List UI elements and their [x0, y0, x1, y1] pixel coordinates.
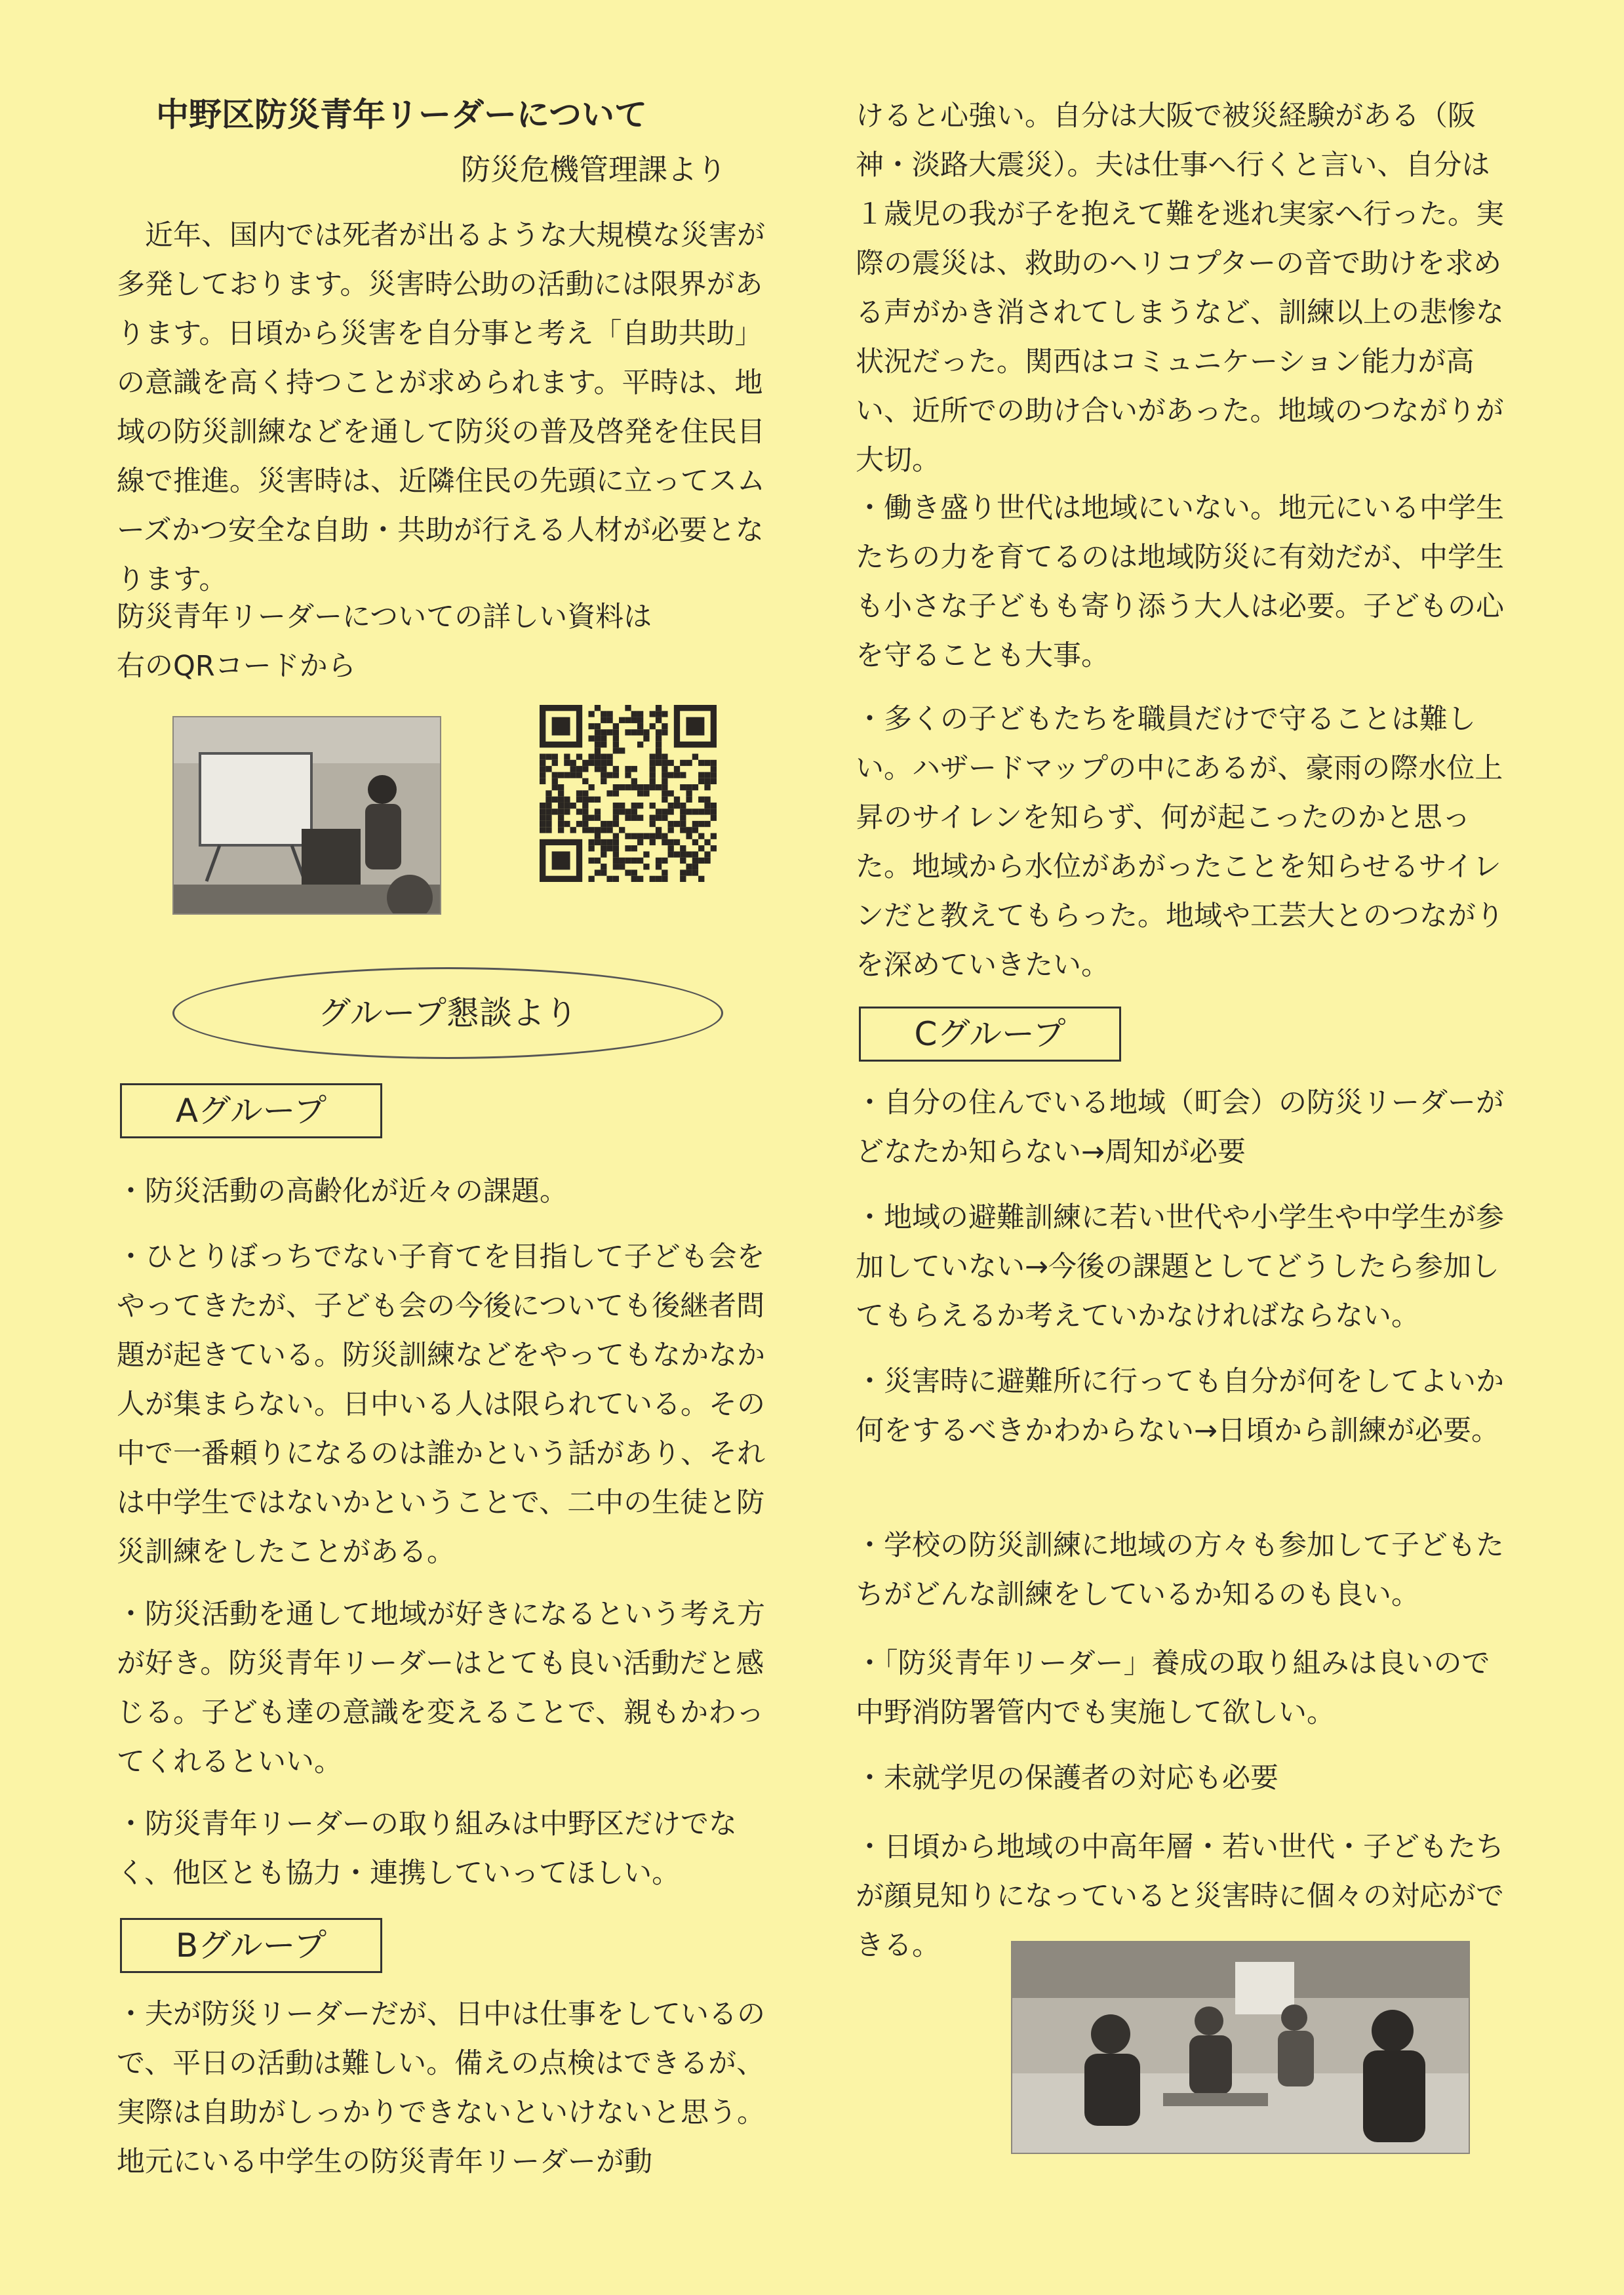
group-b-item-1-part-2: けると心強い。自分は大阪で被災経験がある（阪神・淡路大震災）。夫は仕事へ行くと言い、自分は１歳児の我が子を抱えて難を逃れ実家へ行った。実際の震災は、救助のヘリコプターの音で助けを求める声がかき消されてしまうなど、訓練以上の悲惨な状況だった。関西はコミュニケーション能力が高い、近所での助け合いがあった。地域のつながりが大切。 [856, 100, 1504, 477]
group-b-item-2: ・働き盛り世代は地域にいない。地元にいる中学生たちの力を育てるのは地域防災に有効だが、中学生も小さな子どもも寄り添う大人は必要。子どもの心を守ることも大事。 [856, 492, 1504, 672]
group-a-item-1: ・防災活動の高齢化が近々の課題。 [117, 1175, 568, 1208]
group-c-item-4: ・学校の防災訓練に地域の方々も参加して子どもたちがどんな訓練をしているか知るのも良い。 [856, 1529, 1504, 1611]
group-a-heading: Aグループ [120, 1083, 382, 1138]
group-c-item-1: ・自分の住んでいる地域（町会）の防災リーダーがどなたか知らない→周知が必要 [856, 1087, 1504, 1168]
group-c-item-7: ・日頃から地域の中高年層・若い世代・子どもたちが顔見知りになっていると災害時に個々の対応ができる。 [856, 1831, 1504, 1962]
intro-paragraph: 近年、国内では死者が出るような大規模な災害が多発しております。災害時公助の活動には限界があります。日頃から災害を自分事と考え「自助共助」の意識を高く持つことが求められます。平時は、地域の防災訓練などを通して防災の普及啓発を住民目線で推進。災害時は、近隣住民の先頭に立ってスムーズかつ安全な自助・共助が行える人材が必要となります。 [117, 219, 765, 596]
section-title: グループ懇談より [318, 994, 578, 1032]
group-b-item-3: ・多くの子どもたちを職員だけで守ることは難しい。ハザードマップの中にあるが、豪雨の際水位上昇のサイレンを知らず、何が起こったのかと思った。地域から水位があがったことを知らせるサイレンだと教えてもらった。地域や工芸大とのつながりを深めていきたい。 [856, 703, 1504, 982]
page-subtitle: 防災危機管理課より [461, 152, 727, 187]
group-c-item-6: ・未就学児の保護者の対応も必要 [856, 1762, 1278, 1795]
group-discussion-photo [1011, 1941, 1470, 2154]
page-title: 中野区防災青年リーダーについて [156, 96, 647, 134]
group-c-item-2: ・地域の避難訓練に若い世代や小学生や中学生が参加していない→今後の課題としてどうしたら参加してもらえるか考えていかなければならない。 [856, 1201, 1504, 1332]
group-a-item-4: ・防災青年リーダーの取り組みは中野区だけでなく、他区とも協力・連携していってほしい。 [117, 1808, 737, 1890]
qr-note-line-1: 防災青年リーダーについての詳しい資料は [117, 601, 652, 633]
seminar-photo [172, 716, 441, 915]
group-c-item-3: ・災害時に避難所に行っても自分が何をしてよいか何をするべきかわからない→日頃から訓練が必要。 [856, 1365, 1504, 1447]
group-c-heading: Cグループ [859, 1007, 1121, 1062]
group-b-heading: Bグループ [120, 1918, 382, 1973]
section-title-oval [172, 967, 723, 1059]
qr-note-line-2: 右のQRコードから [117, 650, 356, 683]
group-a-item-3: ・防災活動を通して地域が好きになるという考え方が好き。防災青年リーダーはとても良い活動だと感じる。子ども達の意識を変えることで、親もかわってくれるといい。 [117, 1598, 765, 1778]
qr-code-icon[interactable] [540, 705, 717, 882]
group-c-item-5: ・「防災青年リーダー」養成の取り組みは良いので中野消防署管内でも実施して欲しい。 [856, 1647, 1490, 1729]
group-a-item-2: ・ひとりぼっちでない子育てを目指して子ども会をやってきたが、子ども会の今後についても後継者問題が起きている。防災訓練などをやってもなかなか人が集まらない。日中いる人は限られている。その中で一番頼りになるのは誰かという話があり、それは中学生ではないかということで、二中の生徒と防災訓練をしたことがある。 [117, 1241, 765, 1568]
group-b-item-1-part-1: ・夫が防災リーダーだが、日中は仕事をしているので、平日の活動は難しい。備えの点検はできるが、実際は自助がしっかりできないといけないと思う。地元にいる中学生の防災青年リーダーが動 [117, 1998, 765, 2178]
